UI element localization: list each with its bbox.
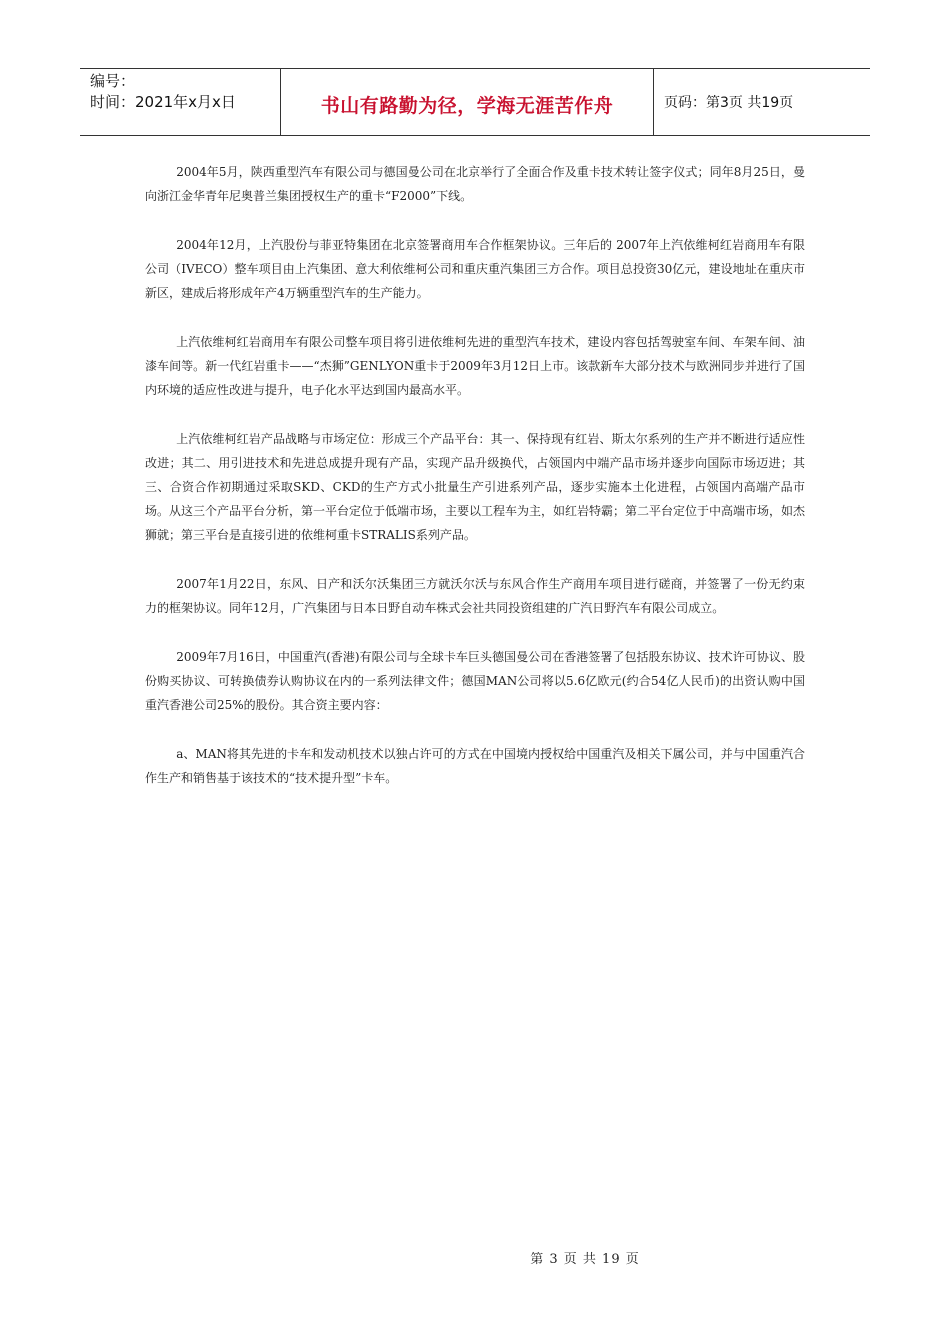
page-header bbox=[80, 68, 870, 136]
document-body bbox=[145, 160, 805, 815]
header-page-info bbox=[654, 69, 870, 135]
date-label: 时间：2021年x月x日 bbox=[90, 93, 236, 111]
paragraph: 2004年12月，上汽股份与菲亚特集团在北京签署商用车合作框架协议。三年后的 2007年上汽依维柯红岩商用车有限公司（IVECO）整车项目由上汽集团、意大利依维柯公司和重庆重汽集团三方合作。项目总投资30亿元，建设地址在重庆市新区，建成后将形成年产4万辆重型汽车的生产能力。 bbox=[145, 238, 805, 300]
serial-number-label: 编号： bbox=[90, 72, 136, 90]
paragraph: 2004年5月，陕西重型汽车有限公司与德国曼公司在北京举行了全面合作及重卡技术转让签字仪式；同年8月25日，曼向浙江金华青年尼奥普兰集团授权生产的重卡“F2000”下线。 bbox=[145, 165, 805, 203]
paragraph: 2009年7月16日，中国重汽(香港)有限公司与全球卡车巨头德国曼公司在香港签署了包括股东协议、技术许可协议、股份购买协议、可转换债券认购协议在内的一系列法律文件；德国MAN公司将以5.6亿欧元(约合54亿人民币)的出资认购中国重汽香港公司25%的股份。其合资主要内容： bbox=[145, 650, 805, 712]
paragraph: 上汽依维柯红岩商用车有限公司整车项目将引进依维柯先进的重型汽车技术，建设内容包括驾驶室车间、车架车间、油漆车间等。新一代红岩重卡——“杰狮”GENLYON重卡于2009年3月12日上市。该款新车大部分技术与欧洲同步并进行了国内环境的适应性改进与提升，电子化水平达到国内最高水平。 bbox=[145, 335, 805, 397]
header-meta bbox=[80, 69, 281, 135]
header-motto-cell bbox=[281, 69, 654, 135]
paragraph: a、MAN将其先进的卡车和发动机技术以独占许可的方式在中国境内授权给中国重汽及相关下属公司，并与中国重汽合作生产和销售基于该技术的“技术提升型”卡车。 bbox=[145, 747, 805, 785]
footer-page-number: 第 3 页 共 19 页 bbox=[530, 1252, 640, 1267]
page-footer bbox=[0, 1248, 950, 1267]
page-info-text: 页码：第3页 共19页 bbox=[664, 95, 794, 111]
paragraph: 2007年1月22日，东风、日产和沃尔沃集团三方就沃尔沃与东风合作生产商用车项目进行磋商，并签署了一份无约束力的框架协议。同年12月，广汽集团与日本日野自动车株式会社共同投资组建的广汽日野汽车有限公司成立。 bbox=[145, 577, 805, 615]
motto-text: 书山有路勤为径，学海无涯苦作舟 bbox=[320, 94, 614, 117]
paragraph: 上汽依维柯红岩产品战略与市场定位：形成三个产品平台：其一、保持现有红岩、斯太尔系列的生产并不断进行适应性改进；其二、用引进技术和先进总成提升现有产品，实现产品升级换代，占领国内中端产品市场并逐步向国际市场迈进；其三、合资合作初期通过采取SKD、CKD的生产方式小批量生产引进系列产品，逐步实施本土化进程，占领国内高端产品市场。从这三个产品平台分析，第一平台定位于低端市场，主要以工程车为主，如红岩特霸；第二平台定位于中高端市场，如杰狮就；第三平台是直接引进的依维柯重卡STRALIS系列产品。 bbox=[145, 432, 806, 542]
